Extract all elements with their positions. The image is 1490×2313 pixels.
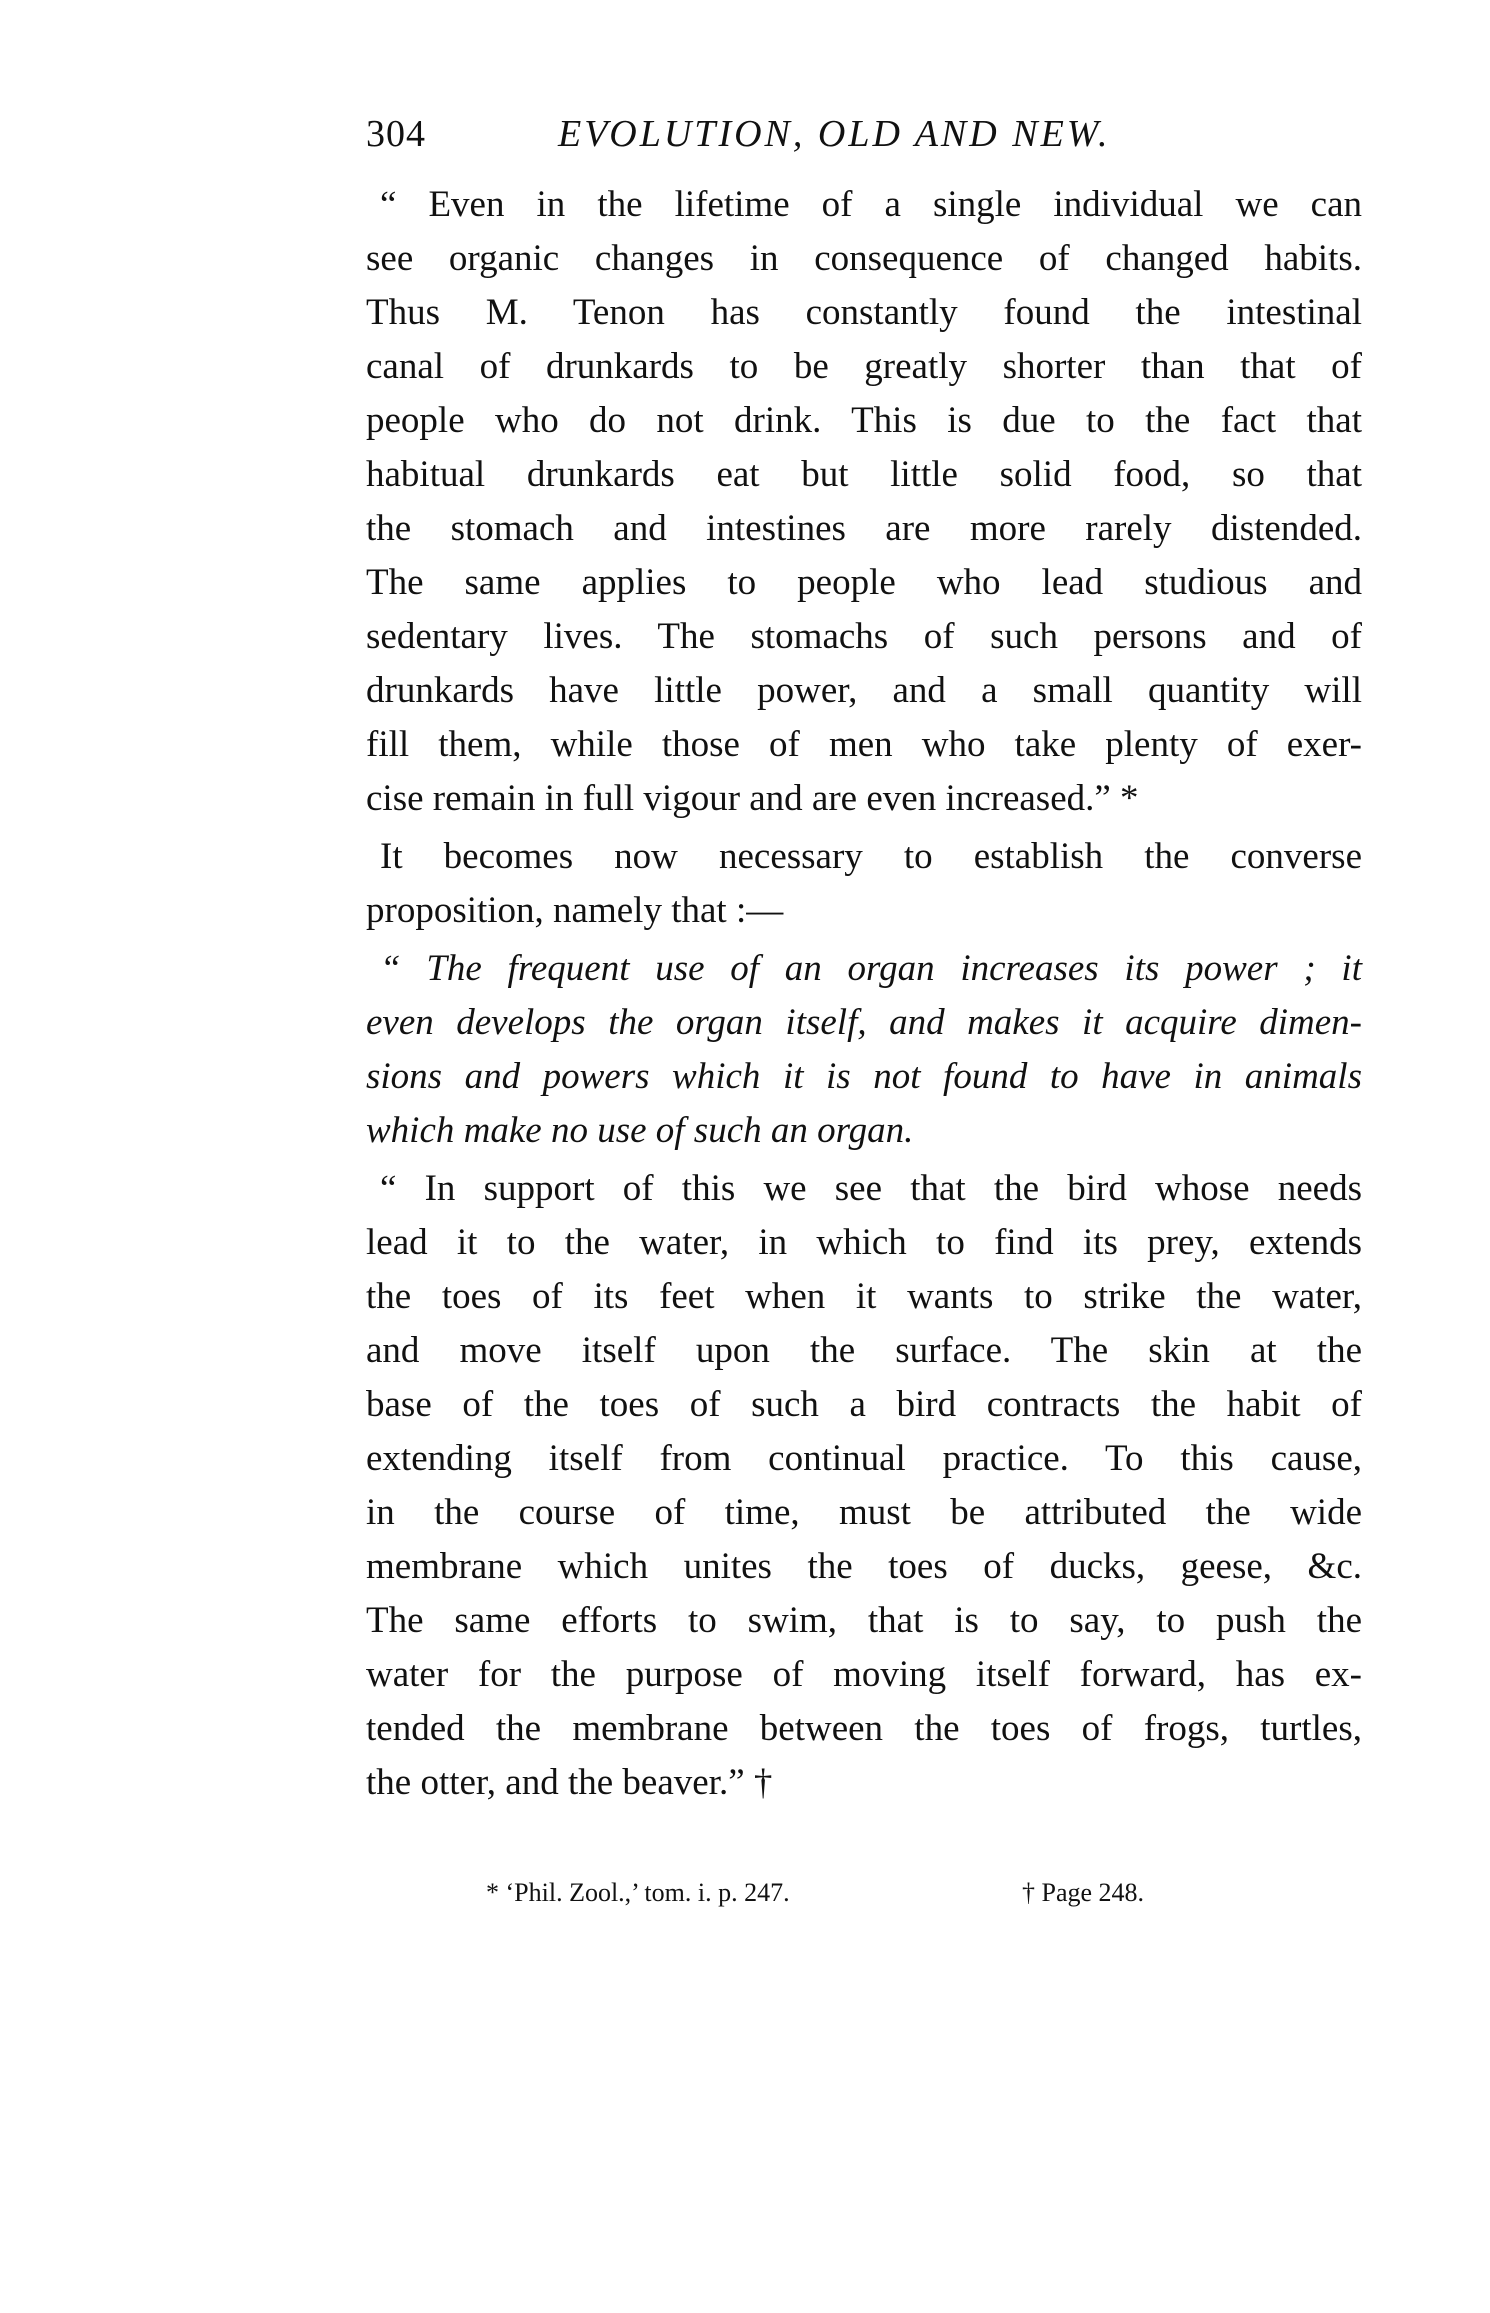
footnote-dagger: † Page 248. [1022,1878,1145,1907]
text-line: people who do not drink. This is due to the fact that [366,400,1362,441]
text-line: see organic changes in consequence of changed habits. [366,238,1362,279]
text-line: extending itself from continual practice. To this cause, [366,1438,1362,1479]
text-line: sedentary lives. The stomachs of such persons and of [366,616,1362,657]
text-line: the toes of its feet when it wants to strike the water, [366,1276,1362,1317]
running-title: EVOLUTION, OLD AND NEW. [558,113,1111,155]
text-line: The same applies to people who lead studious and [366,562,1362,603]
text-line: sions and powers which it is not found to have in animals [366,1056,1362,1097]
text-line: canal of drunkards to be greatly shorter than that of [366,346,1362,387]
footnotes [366,1878,1362,1918]
page-header [366,112,1362,172]
page-number: 304 [366,113,426,155]
footnote-asterisk: * ‘Phil. Zool.,’ tom. i. p. 247. [486,1878,790,1907]
text-line: “ The frequent use of an organ increases its power ; it [380,948,1362,989]
text-line: cise remain in full vigour and are even increased.” * [366,778,1139,819]
text-line: even develops the organ itself, and makes it acquire dimen- [366,1002,1362,1043]
paragraph-italic-law [366,942,1362,1158]
paragraph-bird-example [366,1162,1362,1810]
paragraph-converse-proposition [366,830,1362,938]
text-line: tended the membrane between the toes of frogs, turtles, [366,1708,1362,1749]
text-line: in the course of time, must be attributed the wide [366,1492,1362,1533]
text-line: “ Even in the lifetime of a single individual we can [380,184,1362,225]
text-line: “ In support of this we see that the bird whose needs [380,1168,1362,1209]
text-line: water for the purpose of moving itself forward, has ex- [366,1654,1362,1695]
text-line: the stomach and intestines are more rarely distended. [366,508,1362,549]
text-line: Thus M. Tenon has constantly found the intestinal [366,292,1362,333]
text-line: and move itself upon the surface. The skin at the [366,1330,1362,1371]
text-line: the otter, and the beaver.” † [366,1762,773,1803]
text-line: The same efforts to swim, that is to say, to push the [366,1600,1362,1641]
text-line: proposition, namely that :— [366,890,784,931]
text-line: It becomes now necessary to establish the converse [380,836,1362,877]
text-line: membrane which unites the toes of ducks, geese, &c. [366,1546,1362,1587]
text-line: drunkards have little power, and a small quantity will [366,670,1362,711]
text-line: habitual drunkards eat but little solid food, so that [366,454,1362,495]
paragraph-quote-drunkards [366,178,1362,826]
page-body [366,178,1362,1810]
text-line: base of the toes of such a bird contracts the habit of [366,1384,1362,1425]
text-line: lead it to the water, in which to find its prey, extends [366,1222,1362,1263]
text-line: which make no use of such an organ. [366,1110,914,1151]
text-line: fill them, while those of men who take plenty of exer- [366,724,1362,765]
